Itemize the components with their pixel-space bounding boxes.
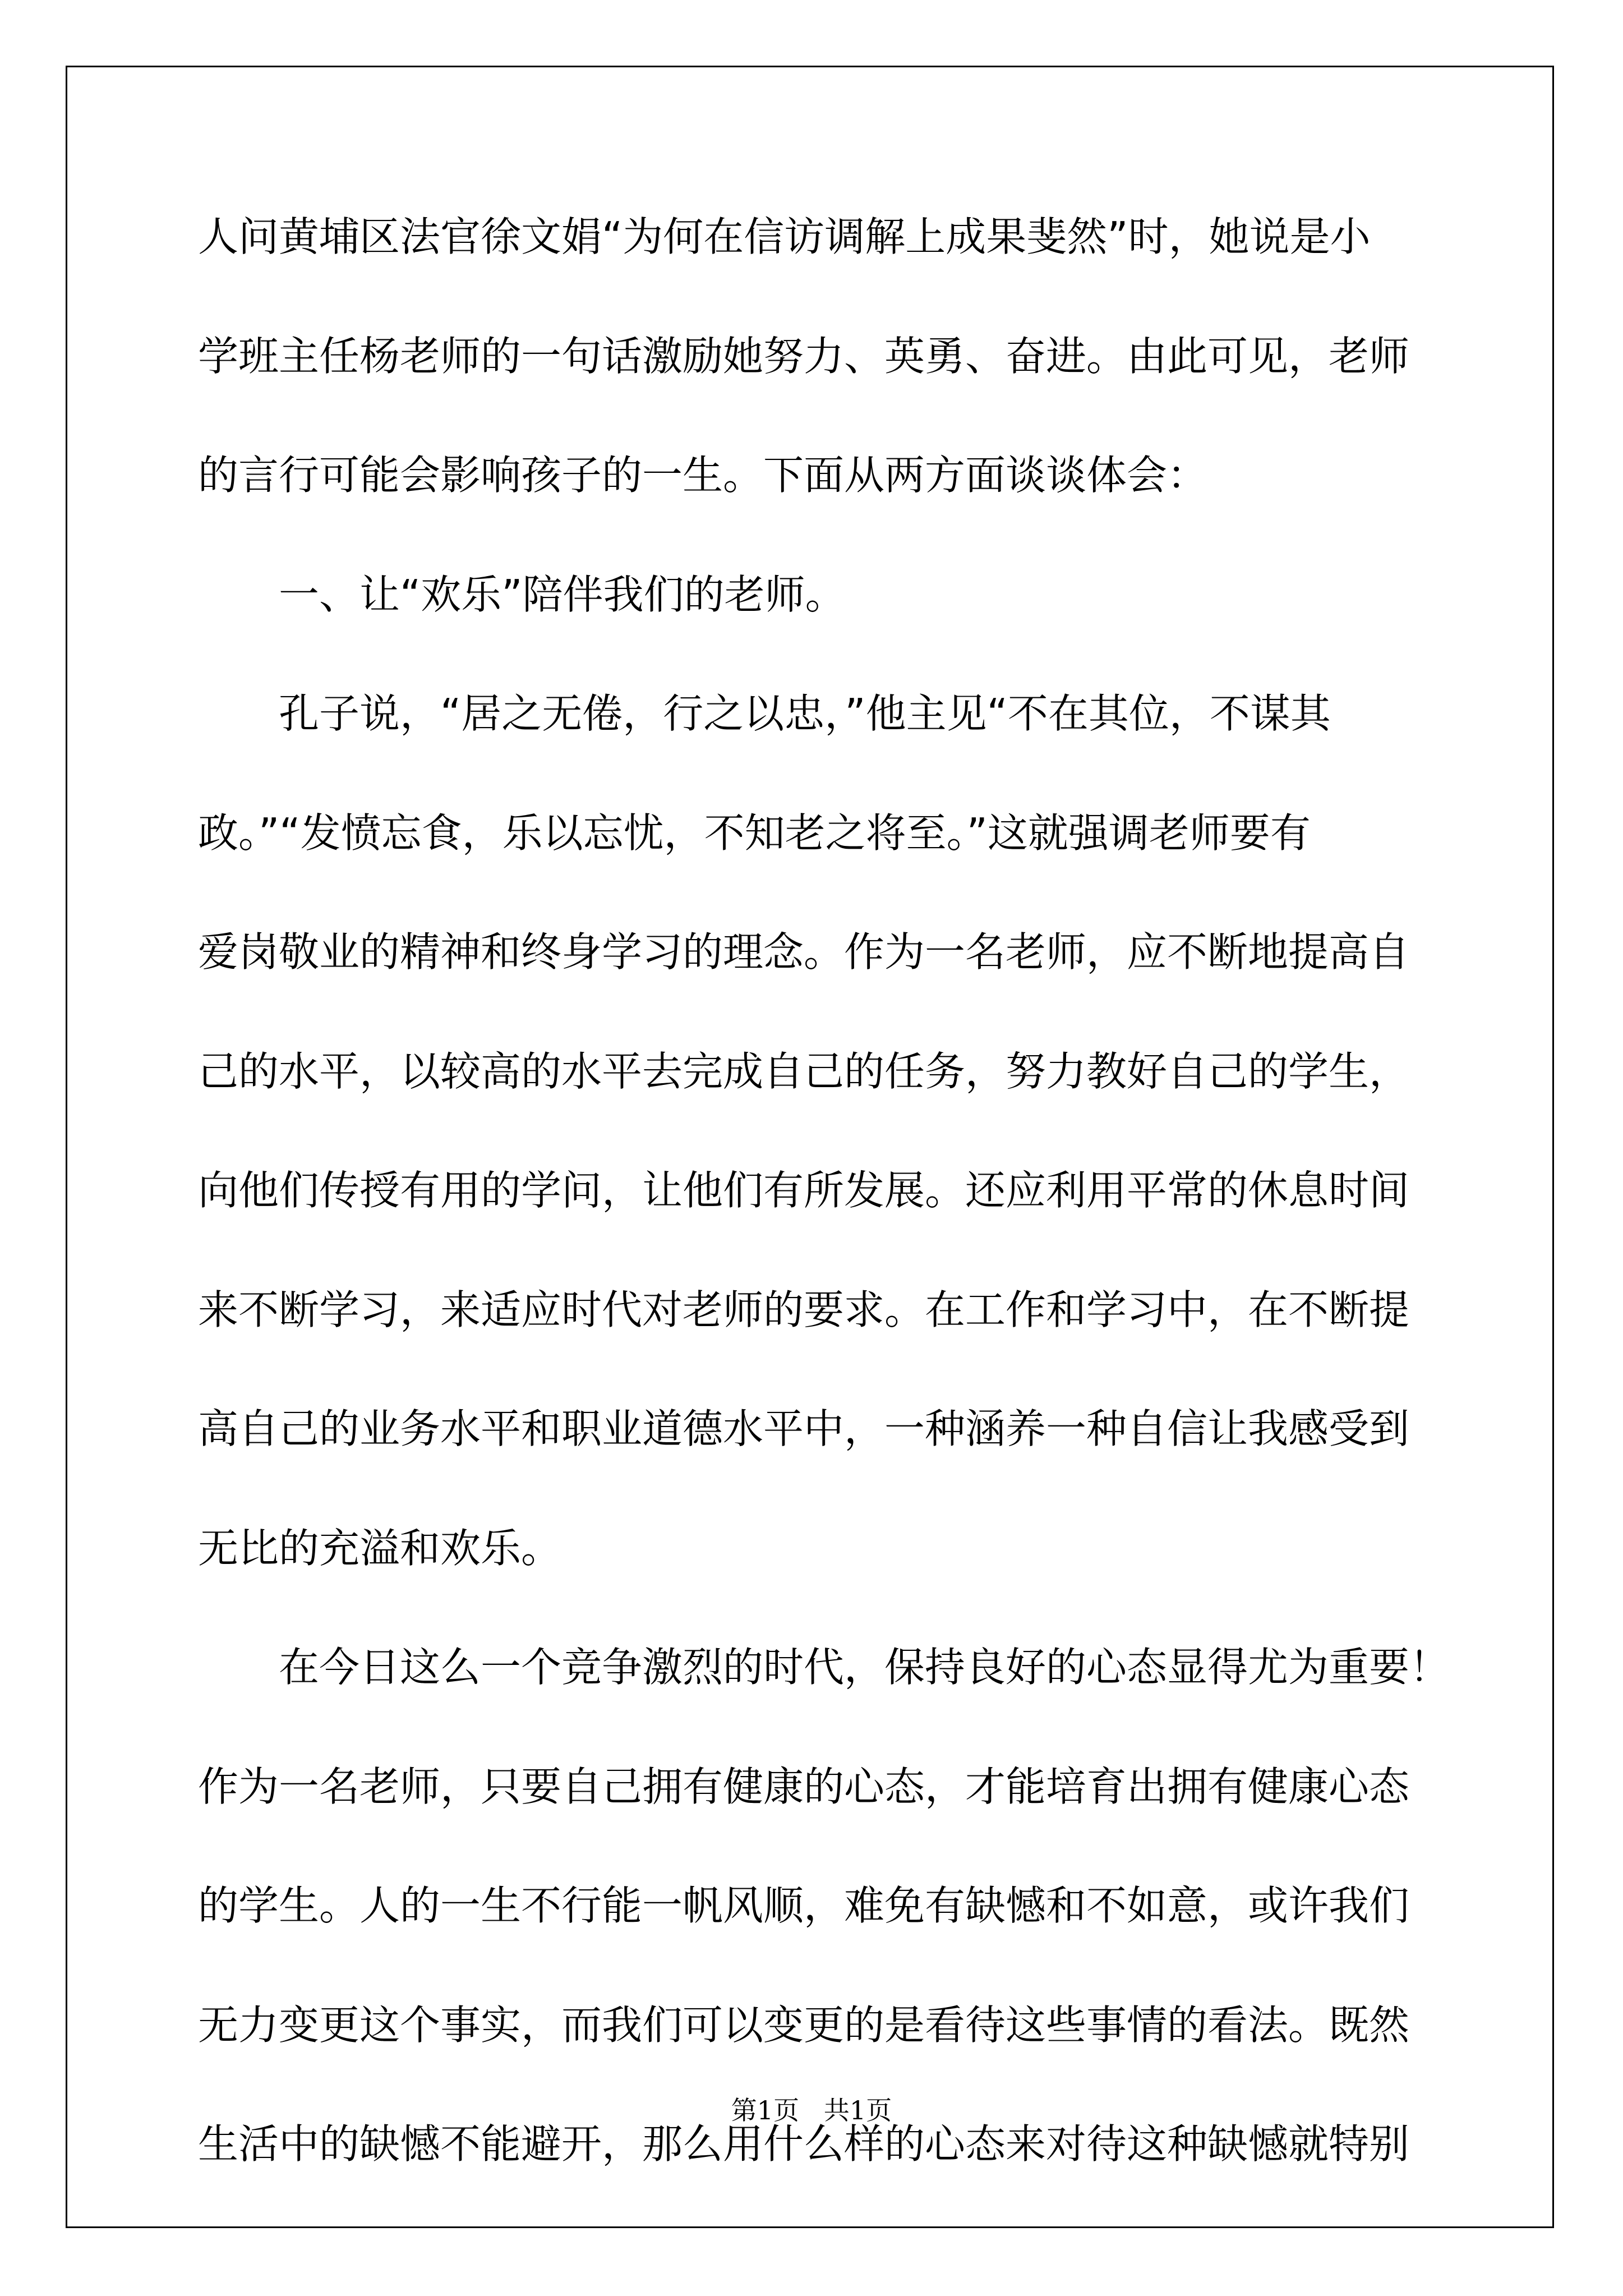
text-line: 的学生。人的一生不行能一帆风顺，难免有缺憾和不如意，或许我们 — [198, 1882, 1410, 1929]
text-line: 己的水平，以较高的水平去完成自己的任务，努力教好自己的学生， — [198, 1048, 1410, 1095]
text-line: 人问黄埔区法官徐文娟“为何在信访调解上成果斐然”时，她说是小 — [198, 213, 1371, 260]
text-line: 无力变更这个事实，而我们可以变更的是看待这些事情的看法。既然 — [198, 2001, 1410, 2049]
text-line: 的言行可能会影响孩子的一生。下面从两方面谈谈体会： — [198, 452, 1208, 499]
text-line: 学班主任杨老师的一句话激励她努力、英勇、奋进。由此可见，老师 — [198, 333, 1410, 380]
page-number: 第1页 共1页 — [731, 2095, 892, 2125]
text-line: 生活中的缺憾不能避开，那么用什么样的心态来对待这种缺憾就特别 — [198, 2120, 1410, 2168]
text-line: 作为一名老师，只要自己拥有健康的心态，才能培育出拥有健康心态 — [198, 1763, 1410, 1810]
text-line: 政。”“发愤忘食，乐以忘忧，不知老之将至。”这就强调老师要有 — [198, 809, 1311, 857]
section-heading: 一、让“欢乐”陪伴我们的老师。 — [279, 571, 846, 618]
text-line: 无比的充溢和欢乐。 — [198, 1525, 562, 1572]
text-line: 高自己的业务水平和职业道德水平中，一种涵养一种自信让我感受到 — [198, 1405, 1410, 1452]
text-line: 爱岗敬业的精神和终身学习的理念。作为一名老师，应不断地提高自 — [198, 928, 1410, 976]
text-line: 向他们传授有用的学问，让他们有所发展。还应利用平常的休息时间 — [198, 1167, 1410, 1214]
text-line: 孔子说，“居之无倦，行之以忠，”他主见“不在其位，不谋其 — [279, 690, 1331, 737]
text-line: 在今日这么一个竞争激烈的时代，保持良好的心态显得尤为重要！ — [279, 1644, 1450, 1691]
text-line: 来不断学习，来适应时代对老师的要求。在工作和学习中，在不断提 — [198, 1286, 1410, 1333]
